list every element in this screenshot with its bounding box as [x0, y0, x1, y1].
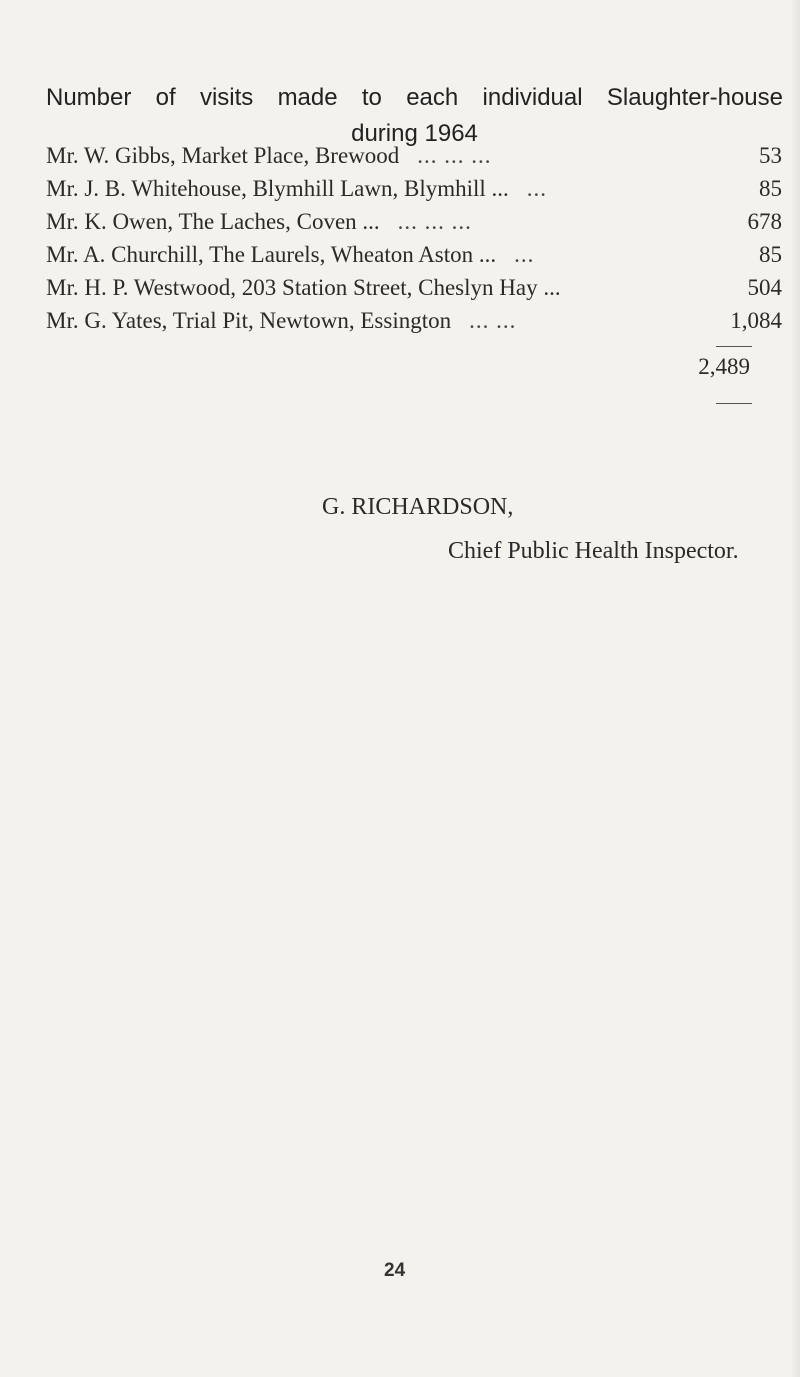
total-rule-top — [716, 346, 752, 347]
total-rule-bottom — [716, 403, 752, 404]
list-item — [46, 242, 786, 275]
leader-dots: ... — [514, 242, 535, 267]
total-value: 2,489 — [698, 354, 750, 379]
visit-count: 504 — [747, 275, 782, 300]
list-item — [46, 275, 786, 308]
leader-dots: ... ... ... — [397, 209, 472, 234]
heading-line-1: Number of visits made to each individual Slaughter-house — [46, 84, 783, 111]
list-item — [46, 176, 786, 209]
signatory-name: G. RICHARDSON, — [322, 494, 514, 520]
visit-count: 678 — [747, 209, 782, 234]
slaughterhouse-name: Mr. A. Churchill, The Laurels, Wheaton Aston ... — [46, 242, 497, 267]
heading-line-2: during 1964 — [351, 120, 478, 147]
slaughterhouse-name: Mr. K. Owen, The Laches, Coven ... — [46, 209, 380, 234]
leader-dots: ... — [526, 176, 548, 201]
visits-list — [46, 143, 786, 341]
visit-count: 53 — [759, 143, 782, 168]
list-item — [46, 308, 786, 341]
slaughterhouse-name: Mr. G. Yates, Trial Pit, Newtown, Essington — [46, 308, 452, 333]
leader-dots: ... ... — [469, 308, 517, 333]
slaughterhouse-name: Mr. H. P. Westwood, 203 Station Street, Cheslyn Hay ... — [46, 275, 561, 300]
page-number: 24 — [384, 1260, 406, 1281]
list-item — [46, 143, 786, 176]
document-heading — [46, 80, 786, 152]
signatory-title: Chief Public Health Inspector. — [448, 538, 739, 564]
slaughterhouse-name: Mr. J. B. Whitehouse, Blymhill Lawn, Blymhill ... — [46, 176, 509, 201]
visit-count: 85 — [759, 242, 782, 267]
slaughterhouse-name: Mr. W. Gibbs, Market Place, Brewood — [46, 143, 400, 168]
visit-count: 85 — [759, 176, 782, 201]
leader-dots: ... ... ... — [417, 143, 492, 168]
page-edge-shadow — [790, 0, 800, 1377]
visit-count: 1,084 — [730, 308, 782, 333]
list-item — [46, 209, 786, 242]
